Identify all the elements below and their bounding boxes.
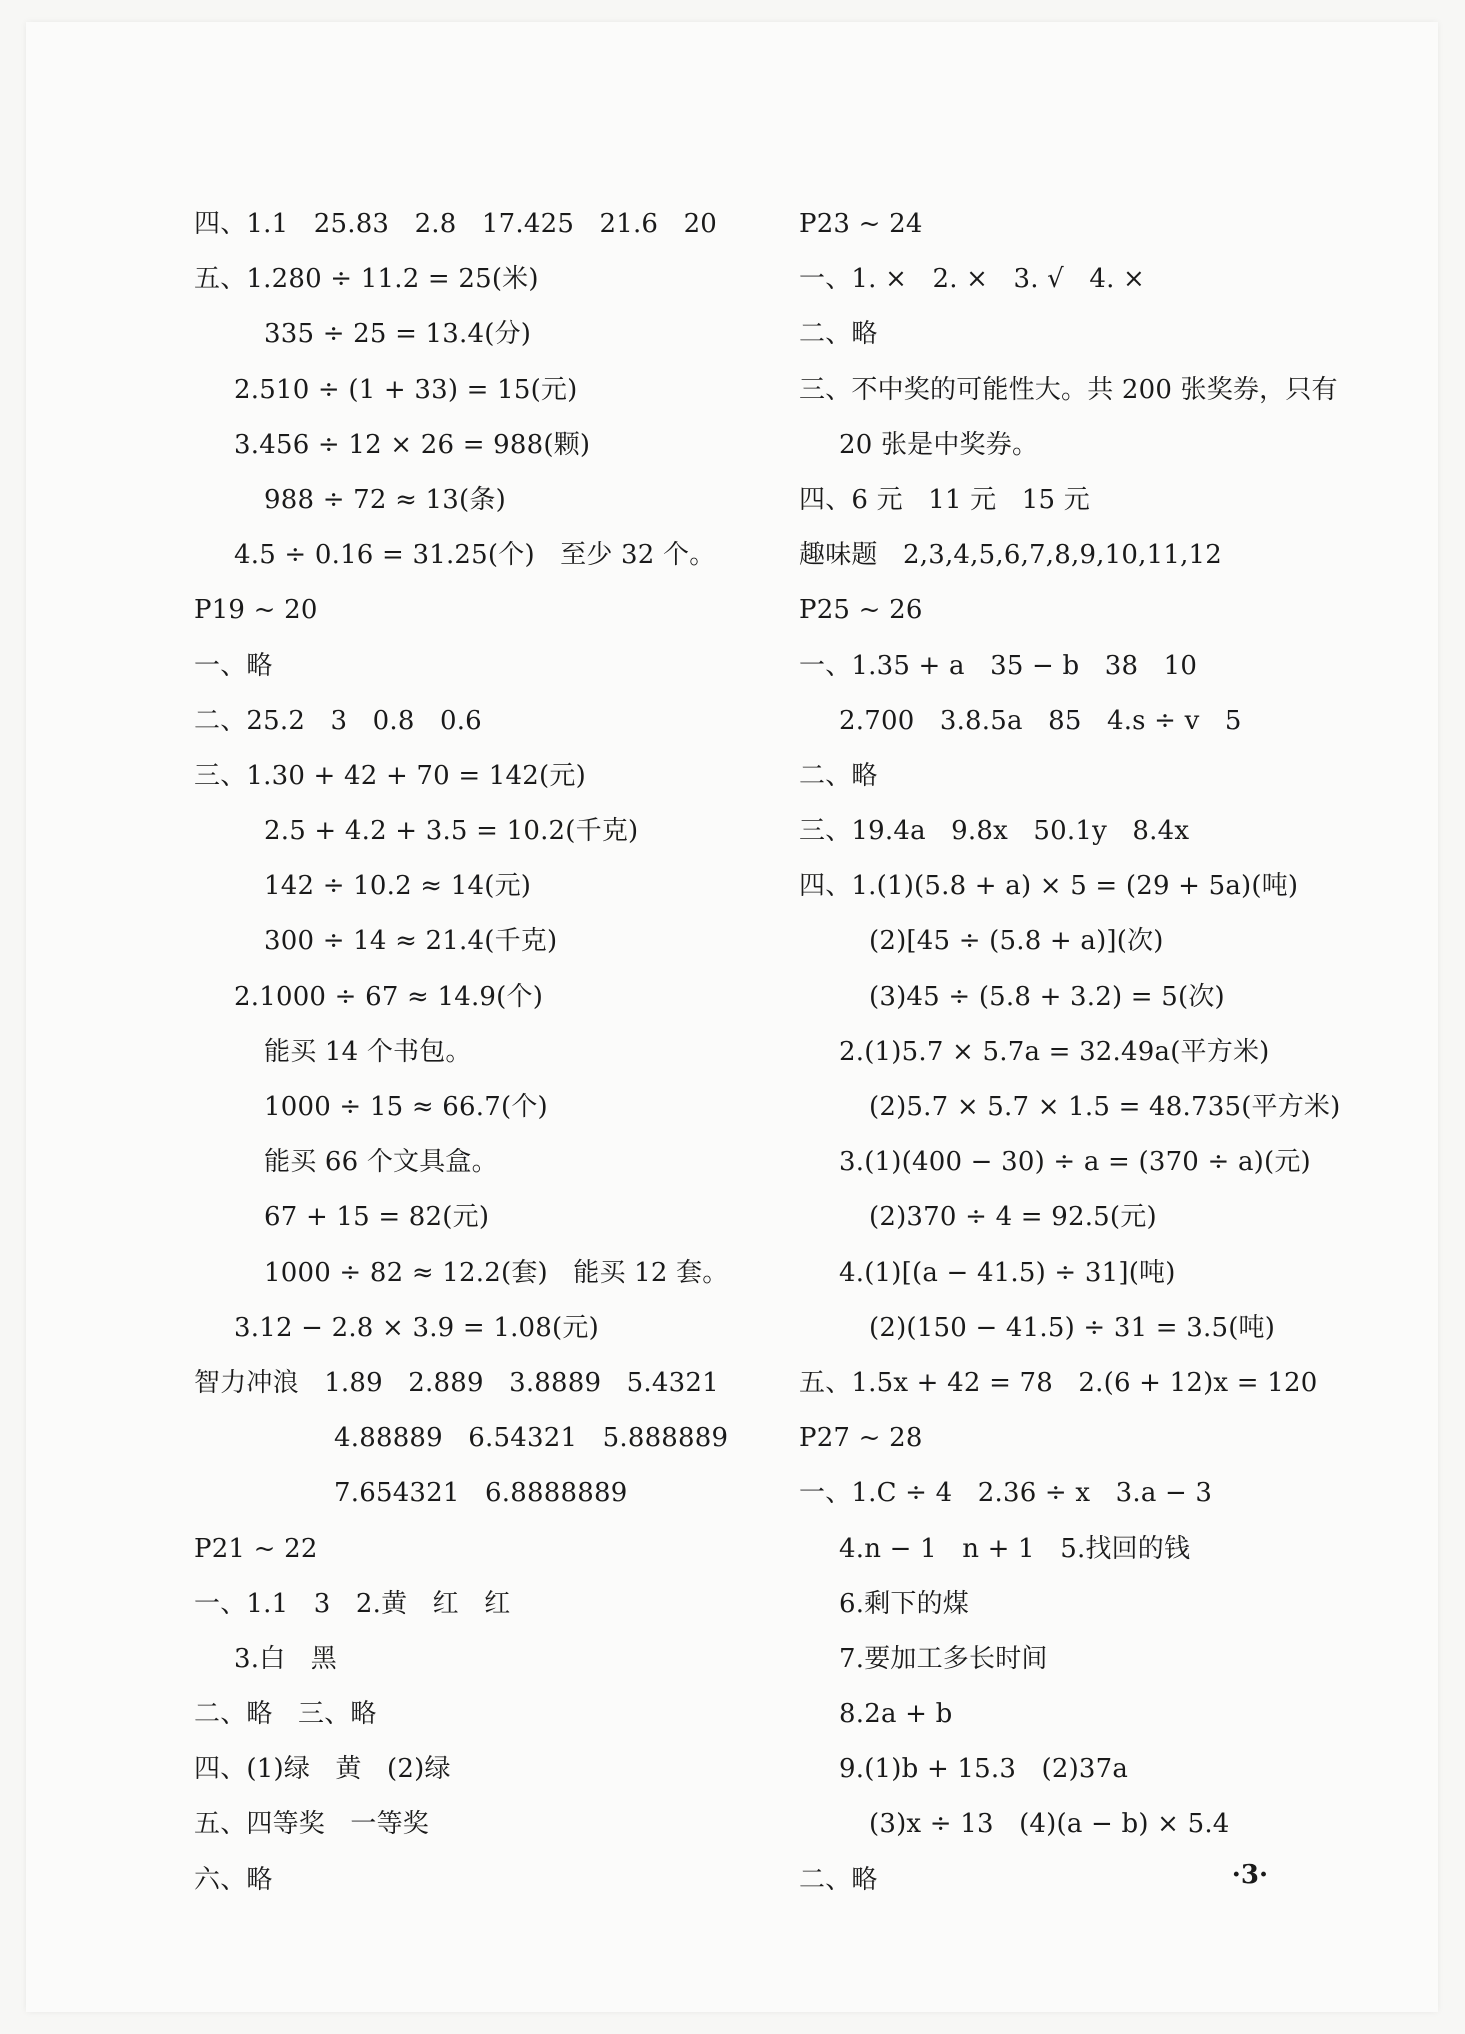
- answer-line: P19 ~ 20: [194, 595, 318, 626]
- answer-line: P25 ~ 26: [799, 595, 923, 626]
- answer-line: 2.700 3.8.5a 85 4.s ÷ v 5: [839, 705, 1242, 736]
- answer-line: 3.(1)(400 − 30) ÷ a = (370 ÷ a)(元): [839, 1147, 1311, 1178]
- answer-line: (2)[45 ÷ (5.8 + a)](次): [869, 926, 1164, 957]
- answer-line: 五、四等奖 一等奖: [194, 1809, 429, 1840]
- answer-line: 20 张是中奖券。: [839, 429, 1039, 460]
- right-column: [799, 197, 1369, 1908]
- answer-line: P27 ~ 28: [799, 1423, 923, 1454]
- answer-line: 9.(1)b + 15.3 (2)37a: [839, 1754, 1129, 1785]
- answer-line: 300 ÷ 14 ≈ 21.4(千克): [264, 926, 558, 957]
- answer-line: 4.n − 1 n + 1 5.找回的钱: [839, 1533, 1191, 1564]
- answer-line: 一、1.35 + a 35 − b 38 10: [799, 650, 1198, 681]
- answer-line: 二、略: [799, 319, 878, 350]
- answer-line: 6.剩下的煤: [839, 1588, 970, 1619]
- answer-line: 三、19.4a 9.8x 50.1y 8.4x: [799, 816, 1190, 847]
- answer-line: 一、1.C ÷ 4 2.36 ÷ x 3.a − 3: [799, 1478, 1213, 1509]
- answer-line: 4.(1)[(a − 41.5) ÷ 31](吨): [839, 1257, 1176, 1288]
- answer-line: 四、1.(1)(5.8 + a) × 5 = (29 + 5a)(吨): [799, 871, 1299, 902]
- answer-line: 四、6 元 11 元 15 元: [799, 484, 1090, 515]
- answer-line: 三、1.30 + 42 + 70 = 142(元): [194, 760, 586, 791]
- left-column: [194, 197, 794, 1908]
- answer-line: 一、略: [194, 650, 273, 681]
- answer-line: 五、1.280 ÷ 11.2 = 25(米): [194, 264, 539, 295]
- answer-line: 3.白 黑: [234, 1643, 338, 1674]
- answer-line: (2)(150 − 41.5) ÷ 31 = 3.5(吨): [869, 1312, 1276, 1343]
- answer-line: 335 ÷ 25 = 13.4(分): [264, 319, 532, 350]
- answer-line: 二、略: [799, 1864, 878, 1895]
- answer-line: 1000 ÷ 82 ≈ 12.2(套) 能买 12 套。: [264, 1257, 729, 1288]
- answer-line: P21 ~ 22: [194, 1533, 318, 1564]
- answer-line: 67 + 15 = 82(元): [264, 1202, 490, 1233]
- page-number: ·3·: [1231, 1860, 1268, 1890]
- answer-line: 能买 14 个书包。: [264, 1036, 472, 1067]
- answer-line: P23 ~ 24: [799, 209, 923, 239]
- answer-line: 7.654321 6.8888889: [334, 1478, 628, 1509]
- answer-line: 二、略 三、略: [194, 1699, 377, 1730]
- answer-line: 一、1.1 3 2.黄 红 红: [194, 1588, 511, 1619]
- answer-line: 3.12 − 2.8 × 3.9 = 1.08(元): [234, 1312, 599, 1343]
- answer-line: 一、1. × 2. × 3. √ 4. ×: [799, 264, 1145, 295]
- answer-line: 7.要加工多长时间: [839, 1643, 1048, 1674]
- answer-line: 智力冲浪 1.89 2.889 3.8889 5.4321: [194, 1367, 719, 1398]
- answer-line: 2.1000 ÷ 67 ≈ 14.9(个): [234, 981, 544, 1012]
- answer-line: 988 ÷ 72 ≈ 13(条): [264, 484, 506, 515]
- answer-line: 1000 ÷ 15 ≈ 66.7(个): [264, 1092, 548, 1122]
- answer-line: 142 ÷ 10.2 ≈ 14(元): [264, 871, 532, 902]
- answer-line: (2)370 ÷ 4 = 92.5(元): [869, 1202, 1157, 1233]
- answer-line: 二、25.2 3 0.8 0.6: [194, 705, 482, 736]
- answer-line: 六、略: [194, 1864, 273, 1895]
- answer-line: 2.(1)5.7 × 5.7a = 32.49a(平方米): [839, 1036, 1270, 1067]
- answer-sheet: [26, 22, 1438, 2012]
- answer-line: (3)x ÷ 13 (4)(a − b) × 5.4: [869, 1809, 1230, 1840]
- answer-line: 2.510 ÷ (1 + 33) = 15(元): [234, 374, 578, 405]
- answer-line: 四、1.1 25.83 2.8 17.425 21.6 20: [194, 209, 718, 239]
- answer-line: (3)45 ÷ (5.8 + 3.2) = 5(次): [869, 981, 1225, 1012]
- answer-line: 三、不中奖的可能性大。共 200 张奖券，只有: [799, 374, 1338, 405]
- answer-line: 4.88889 6.54321 5.888889: [334, 1423, 729, 1454]
- answer-line: 能买 66 个文具盒。: [264, 1147, 498, 1178]
- answer-line: 二、略: [799, 760, 878, 791]
- answer-line: (2)5.7 × 5.7 × 1.5 = 48.735(平方米): [869, 1092, 1341, 1122]
- answer-line: 五、1.5x + 42 = 78 2.(6 + 12)x = 120: [799, 1367, 1318, 1398]
- answer-line: 3.456 ÷ 12 × 26 = 988(颗): [234, 429, 591, 460]
- answer-line: 8.2a + b: [839, 1699, 953, 1730]
- answer-line: 4.5 ÷ 0.16 = 31.25(个) 至少 32 个。: [234, 540, 716, 571]
- answer-line: 2.5 + 4.2 + 3.5 = 10.2(千克): [264, 816, 639, 847]
- answer-line: 趣味题 2,3,4,5,6,7,8,9,10,11,12: [799, 540, 1223, 571]
- answer-line: 四、(1)绿 黄 (2)绿: [194, 1754, 451, 1785]
